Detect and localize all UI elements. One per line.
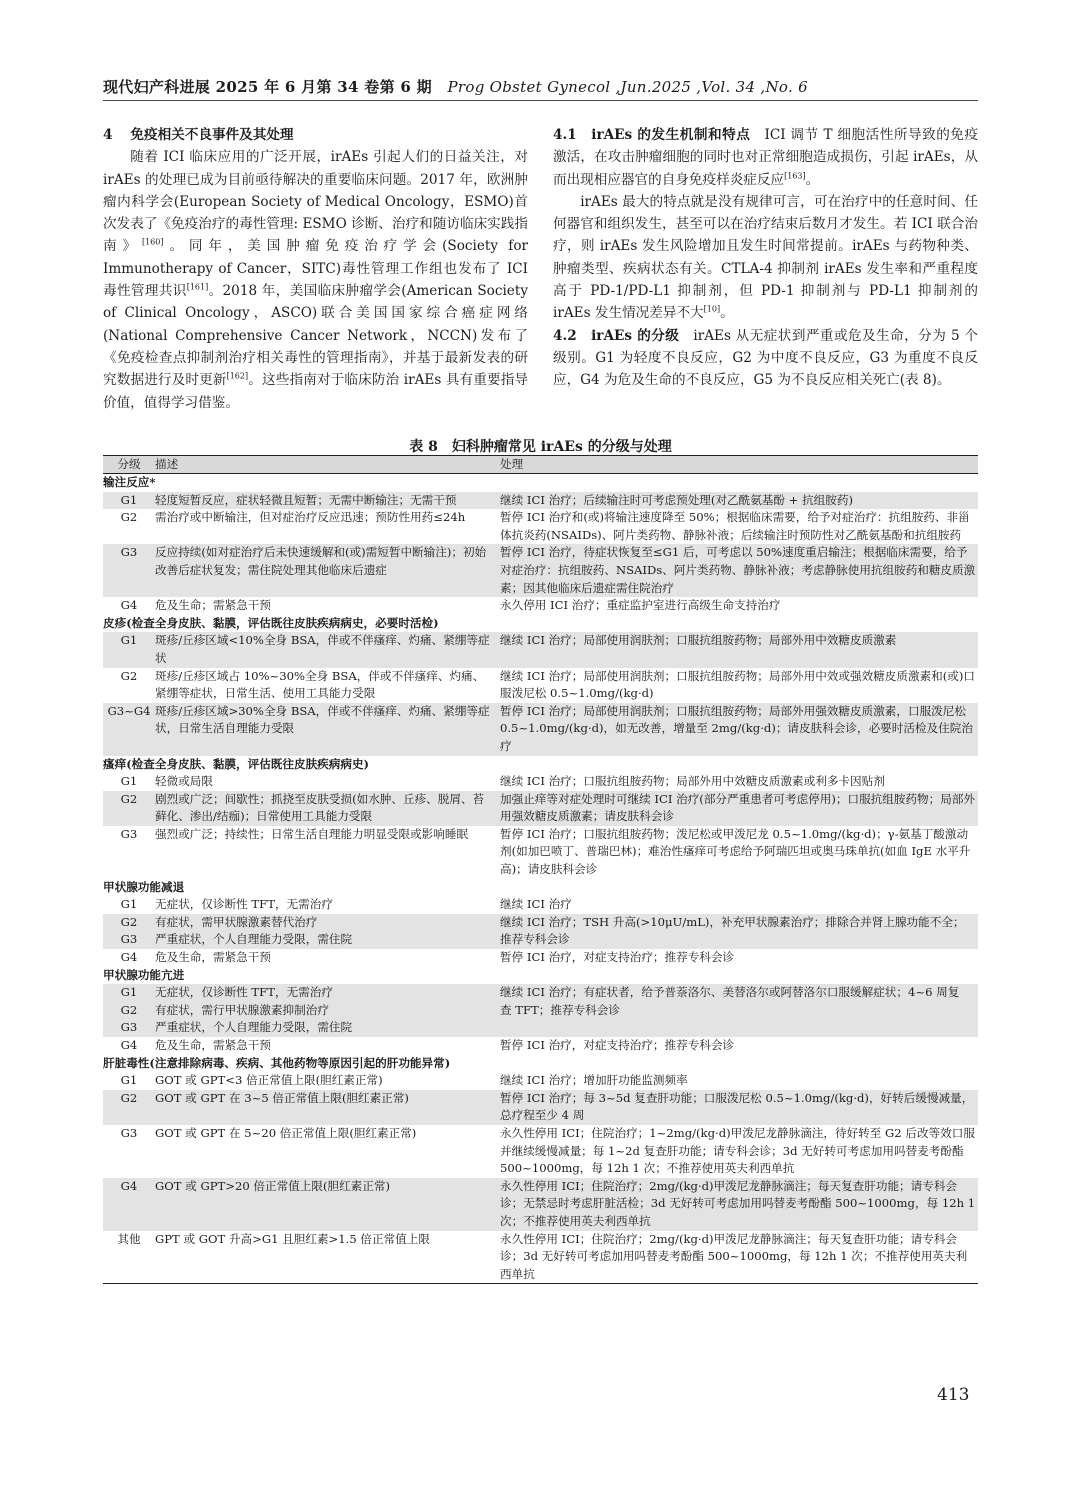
subsection-title: 4.2 irAEs 的分级 — [553, 327, 680, 344]
description-cell: 剧烈或广泛；间歇性；抓挠至皮肤受损(如水肿、丘疹、脱屑、苔藓化、渗出/结痂)；日常使用工具能力受限 — [155, 791, 485, 824]
table-row — [103, 931, 978, 949]
description-cell: 轻微或局限 — [155, 774, 213, 789]
treatment-cell: 继续 ICI 治疗；有症状者，给予普萘洛尔、美替洛尔或阿替洛尔口服缓解症状；4~6 周复 — [500, 985, 960, 1000]
grade-cell: G3 — [120, 545, 138, 560]
table-category-label: 输注反应* — [103, 475, 156, 489]
page-number: 413 — [937, 1385, 970, 1405]
description-cell: GOT 或 GPT 在 3~5 倍正常值上限(胆红素正常) — [155, 1090, 409, 1105]
paragraph-characteristics — [553, 191, 978, 325]
grade-cell: G4 — [120, 1038, 138, 1052]
section-number: 4 — [103, 127, 113, 143]
para-text: 。同年，美国肿瘤免疫治疗学会(Society for Immunotherapy of Cancer，SITC)毒性管理工作组也发布了 ICI 毒性管理共识 — [103, 238, 529, 300]
table-row — [103, 1125, 978, 1178]
table-row — [103, 597, 978, 615]
para-text: 。这些指南对于临床防治 irAEs 具有重要指导价值，值得学习借鉴。 — [103, 372, 529, 411]
treatment-cell — [500, 1019, 978, 1037]
table-row — [103, 1037, 978, 1055]
citation-ref: [161] — [186, 282, 209, 292]
journal-header-cn: 现代妇产科进展 2025 年 6 月第 34 卷第 6 期 — [103, 78, 432, 96]
para-text: 。2018 年，美国临床肿瘤学会(American Society of Clinical Oncology，ASCO)联合美国国家综合癌症网络(National Comprehensive Cancer Network，NCCN)发布了《免疫检查点抑制剂治疗相关毒性的管理指南》，并基于最新发表的研究数据进行及时更新 — [103, 283, 528, 389]
table-row — [103, 984, 978, 1002]
treatment-cell: 继续 ICI 治疗；TSH 升高(>10μU/mL)，补充甲状腺素治疗；排除合并肾上腺功能不全； — [500, 914, 965, 929]
para-text: 。 — [720, 305, 734, 322]
description-cell: 强烈或广泛；持续性；日常生活自理能力明显受限或影响睡眠 — [155, 826, 469, 841]
treatment-cell: 推荐专科会诊 — [500, 932, 570, 947]
table-row — [103, 914, 978, 932]
table-category-label: 甲状腺功能减退 — [103, 879, 185, 894]
treatment-cell: 继续 ICI 治疗；增加肝功能监测频率 — [500, 1073, 688, 1088]
right-column — [553, 124, 978, 392]
table-category-row — [103, 615, 978, 633]
description-cell: 严重症状，个人自理能力受限，需住院 — [155, 1020, 353, 1035]
subsection-title: 4.1 irAEs 的发生机制和特点 — [553, 127, 751, 143]
table-row — [103, 492, 978, 510]
grade-cell: G1 — [120, 985, 138, 1000]
table-category-row — [103, 474, 978, 492]
table-row — [103, 773, 978, 791]
header-rule — [103, 100, 978, 101]
description-cell: 严重症状，个人自理能力受限，需住院 — [155, 932, 353, 947]
treatment-cell: 暂停 ICI 治疗，对症支持治疗；推荐专科会诊 — [500, 950, 735, 965]
table-row — [103, 632, 978, 667]
description-cell: 危及生命，需紧急干预 — [155, 950, 271, 965]
citation-ref: [162] — [226, 371, 249, 381]
treatment-cell: 继续 ICI 治疗；局部使用润肤剂；口服抗组胺药物；局部外用中效糖皮质激素 — [500, 633, 897, 648]
grade-cell: G4 — [120, 1178, 138, 1193]
section-heading — [103, 124, 528, 146]
treatment-cell: 永久停用 ICI 治疗；重症监护室进行高级生命支持治疗 — [500, 598, 781, 613]
table-category-label: 甲状腺功能亢进 — [103, 967, 185, 982]
grade-cell: G1 — [120, 492, 138, 507]
treatment-cell: 暂停 ICI 治疗；每 3~5d 复查肝功能；口服泼尼松 0.5~1.0mg/(kg·d)，好转后缓慢减量，总疗程至少 4 周 — [500, 1090, 974, 1123]
grade-cell: G2 — [120, 1090, 138, 1105]
treatment-cell: 暂停 ICI 治疗；口服抗组胺药物；泼尼松或甲泼尼龙 0.5~1.0mg/(kg·d)；γ-氨基丁酸激动剂(如加巴喷丁、普瑞巴林)；难治性瘙痒可考虑给予阿瑞匹坦或奥马珠单抗(如血 IgE 水平升高)；请皮肤科会诊 — [500, 826, 971, 877]
table-row — [103, 1002, 978, 1020]
journal-header-en: Prog Obstet Gynecol ,Jun.2025 ,Vol. 34 ,No. 6 — [447, 78, 808, 96]
grade-cell: G3 — [120, 1125, 138, 1140]
description-cell: 斑疹/丘疹区域<10%全身 BSA，伴或不伴瘙痒、灼痛、紧绷等症状 — [155, 633, 490, 665]
table-row — [103, 826, 978, 879]
table-row — [103, 949, 978, 967]
description-cell: 需治疗或中断输注，但对症治疗反应迅速；预防性用药≤24h — [155, 510, 466, 525]
treatment-cell: 继续 ICI 治疗；局部使用润肤剂；口服抗组胺药物；局部外用中效或强效糖皮质激素和(或)口服泼尼松 0.5~1.0mg/(kg·d) — [500, 668, 976, 701]
description-cell: 危及生命；需紧急干预 — [155, 598, 271, 613]
subsection-4-1 — [553, 124, 978, 191]
table-category-row — [103, 967, 978, 985]
column-header-grade: 分级 — [117, 456, 141, 471]
grade-cell: G2 — [120, 510, 138, 525]
table-row — [103, 1072, 978, 1090]
description-cell: GPT 或 GOT 升高>G1 且胆红素>1.5 倍正常值上限 — [155, 1231, 430, 1246]
grade-cell: G2 — [120, 791, 138, 806]
grade-cell: G3 — [120, 826, 138, 841]
table-category-label: 皮疹(检查全身皮肤、黏膜，评估既往皮肤疾病病史，必要时活检) — [103, 615, 439, 630]
treatment-cell: 暂停 ICI 治疗和(或)将输注速度降至 50%；根据临床需要，给予对症治疗：抗组胺药、非甾体抗炎药(NSAIDs)、阿片类药物、静脉补液；后续输注时预防性对乙酰氨基酚和抗组胺药 — [500, 510, 970, 542]
table-body — [103, 474, 978, 1283]
table-row — [103, 1090, 978, 1125]
grade-cell: G4 — [120, 598, 138, 613]
table-row — [103, 896, 978, 914]
table-row — [103, 509, 978, 544]
running-header — [103, 76, 978, 97]
description-cell: 危及生命，需紧急干预 — [155, 1038, 271, 1052]
grade-cell: G1 — [120, 1073, 138, 1088]
para-text: 随着 ICI 临床应用的广泛开展，irAEs 引起人们的日益关注，对 irAEs 的处理已成为目前亟待解决的重要临床问题。2017 年，欧洲肿瘤内科学会(European Society of Medical Oncology，ESMO)首次发表了《免疫治疗的毒性管理: ESMO 诊断、治疗和随访临床实践指南》 — [103, 149, 528, 255]
treatment-cell: 永久性停用 ICI；住院治疗；2mg/(kg·d)甲泼尼龙静脉滴注；每天复查肝功能；请专科会诊；3d 无好转可考虑加用吗替麦考酚酯 500~1000mg，每 12h 1 次；不推荐使用英夫利西单抗 — [500, 1231, 968, 1281]
table-bottom-rule — [103, 1283, 978, 1284]
grade-cell: G2 — [120, 1002, 138, 1017]
table-category-row — [103, 756, 978, 774]
treatment-cell: 加强止痒等对症处理时可继续 ICI 治疗(部分严重患者可考虑停用)；口服抗组胺药物；局部外用强效糖皮质激素；请皮肤科会诊 — [500, 791, 976, 824]
intro-paragraph — [103, 146, 528, 414]
grade-cell: G3~G4 — [107, 703, 151, 718]
table-category-label: 瘙痒(检查全身皮肤、黏膜，评估既往皮肤疾病病史) — [103, 756, 370, 771]
column-header-treatment: 处理 — [500, 456, 524, 471]
para-text: irAEs 最大的特点就是没有规律可言，可在治疗中的任意时间、任何器官和组织发生，甚至可以在治疗结束后数月才发生。若 ICI 联合治疗，则 irAEs 发生风险增加且发生时间常提前。irAEs 与药物种类、肿瘤类型、疾病状态有关。CTLA-4 抑制剂 irAEs 发生率和严重程度高于 PD-1/PD-L1 抑制剂，但 PD-1 抑制剂与 PD-L1 抑制剂的 irAEs 发生情况差异不大 — [553, 193, 978, 322]
treatment-cell: 暂停 ICI 治疗，对症支持治疗；推荐专科会诊 — [500, 1038, 735, 1052]
treatment-cell: 继续 ICI 治疗；口服抗组胺药物；局部外用中效糖皮质激素或利多卡因贴剂 — [500, 774, 885, 789]
treatment-cell: 继续 ICI 治疗 — [500, 897, 572, 912]
citation-ref: [10] — [703, 304, 721, 314]
treatment-cell: 暂停 ICI 治疗；局部使用润肤剂；口服抗组胺药物；局部外用强效糖皮质激素，口服泼尼松 0.5~1.0mg/(kg·d)，如无改善，增量至 2mg/(kg·d)；请皮肤科会诊，必要时活检及住院治疗 — [500, 703, 973, 753]
grade-cell: G3 — [120, 932, 138, 947]
subsection-4-2 — [553, 325, 978, 392]
treatment-cell: 永久性停用 ICI；住院治疗；2mg/(kg·d)甲泼尼龙静脉滴注；每天复查肝功能；请专科会诊；无禁忌时考虑肝脏活检；3d 无好转可考虑加用吗替麦考酚酯 500~1000mg，每 12h 1 次；不推荐使用英夫利西单抗 — [500, 1178, 976, 1228]
description-cell: 无症状，仅诊断性 TFT，无需治疗 — [155, 985, 333, 1000]
description-cell: GOT 或 GPT<3 倍正常值上限(胆红素正常) — [155, 1073, 383, 1088]
description-cell: 无症状，仅诊断性 TFT，无需治疗 — [155, 897, 333, 912]
para-text: ICI 调节 T 细胞活性所导致的免疫激活，在攻击肿瘤细胞的同时也对正常细胞造成损伤，引起 irAEs，从而出现相应器官的自身免疫样炎症反应 — [553, 127, 979, 188]
table-header — [103, 456, 978, 474]
table-category-row — [103, 879, 978, 897]
table-row — [103, 791, 978, 826]
para-text: irAEs 从无症状到严重或危及生命，分为 5 个级别。G1 为轻度不良反应，G2 为中度不良反应，G3 为重度不良反应，G4 为危及生命的不良反应，G5 为不良反应相关死亡(表 8)。 — [553, 327, 978, 389]
irae-table — [103, 455, 978, 1284]
table-row — [103, 1178, 978, 1231]
left-column — [103, 124, 528, 414]
description-cell: 有症状，需甲状腺激素替代治疗 — [155, 914, 318, 929]
citation-ref: [163] — [784, 171, 806, 181]
description-cell: 轻度短暂反应，症状轻微且短暂；无需中断输注；无需干预 — [155, 492, 457, 507]
table-row — [103, 1231, 978, 1284]
description-cell: 有症状，需行甲状腺激素抑制治疗 — [155, 1002, 329, 1017]
grade-cell: G4 — [120, 950, 138, 965]
description-cell: 斑疹/丘疹区域占 10%~30%全身 BSA，伴或不伴瘙痒、灼痛、紧绷等症状，日常生活、使用工具能力受限 — [155, 668, 485, 701]
table-title: 表 8 妇科肿瘤常见 irAEs 的分级与处理 — [409, 439, 672, 455]
grade-cell: 其他 — [117, 1231, 141, 1246]
description-cell: 反应持续(如对症治疗后未快速缓解和(或)需短暂中断输注)；初始改善后症状复发；需住院处理其他临床后遗症 — [155, 545, 487, 577]
table-row — [103, 1019, 978, 1037]
treatment-cell: 继续 ICI 治疗；后续输注时可考虑预处理(对乙酰氨基酚 + 抗组胺药) — [500, 492, 853, 507]
table-row — [103, 668, 978, 703]
table-row — [103, 544, 978, 597]
description-cell: GOT 或 GPT 在 5~20 倍正常值上限(胆红素正常) — [155, 1125, 417, 1140]
description-cell: GOT 或 GPT>20 倍正常值上限(胆红素正常) — [155, 1178, 390, 1193]
column-header-description: 描述 — [155, 456, 179, 471]
section-title: 免疫相关不良事件及其处理 — [130, 127, 294, 143]
grade-cell: G1 — [120, 633, 138, 648]
grade-cell: G2 — [120, 914, 138, 929]
grade-cell: G1 — [120, 774, 138, 789]
description-cell: 斑疹/丘疹区域>30%全身 BSA，伴或不伴瘙痒、灼痛、紧绷等症状，日常生活自理能力受限 — [155, 703, 490, 736]
citation-ref: [160] — [141, 237, 164, 247]
grade-cell: G3 — [120, 1020, 138, 1035]
table-category-row — [103, 1055, 978, 1073]
grade-cell: G1 — [120, 897, 138, 912]
grade-cell: G2 — [120, 668, 138, 683]
table-row — [103, 703, 978, 756]
treatment-cell: 查 TFT；推荐专科会诊 — [500, 1002, 620, 1017]
para-text: 。 — [805, 171, 820, 188]
treatment-cell: 暂停 ICI 治疗，待症状恢复至≤G1 后，可考虑以 50%速度重启输注；根据临床需要，给予对症治疗：抗组胺药、NSAIDs、阿片类药物、静脉补液；考虑静脉使用抗组胺药和糖皮质激素；因其他临床后遗症需住院治疗 — [500, 545, 976, 595]
treatment-cell: 永久性停用 ICI；住院治疗；1~2mg/(kg·d)甲泼尼龙静脉滴注，待好转至 G2 后改等效口服并继续缓慢减量；每 1~2d 复查肝功能；请专科会诊；3d 无好转可考虑加用吗替麦考酚酯 500~1000mg，每 12h 1 次；不推荐使用英夫利西单抗 — [500, 1125, 975, 1176]
table-category-label: 肝脏毒性(注意排除病毒、疾病、其他药物等原因引起的肝功能异常) — [103, 1055, 451, 1070]
